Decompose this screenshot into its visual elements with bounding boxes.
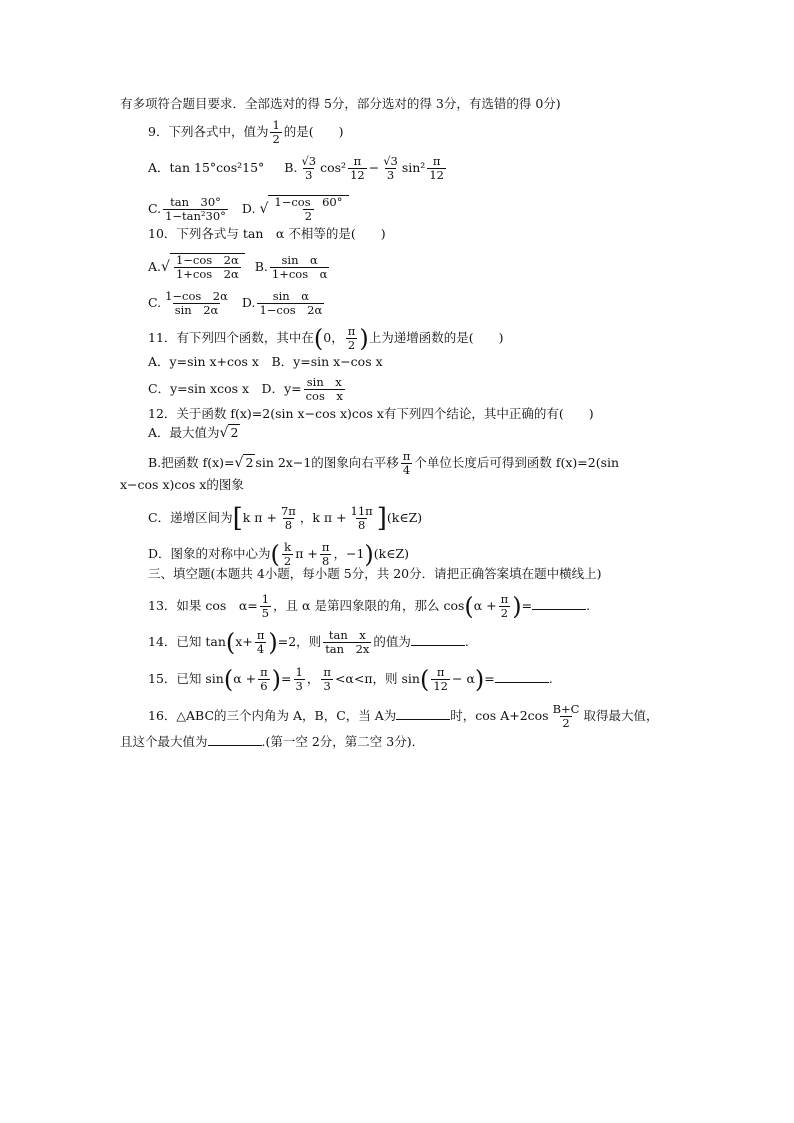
question-11-options-cd: C．y=sin xcos x D．y= $\frac{\text{sin x}}{\text{cos x}}$ bbox=[148, 375, 343, 403]
question-12-option-b-line2: x−cos x)cos x的图象 bbox=[120, 477, 244, 492]
answer-blank[interactable] bbox=[532, 597, 586, 610]
question-9-options-ab bbox=[148, 155, 448, 182]
answer-blank[interactable] bbox=[411, 633, 465, 646]
question-10-stem: 10．下列各式与 tan α 不相等的是( ) bbox=[148, 226, 386, 241]
fraction: $\frac{1}{2}$ bbox=[272, 118, 280, 146]
question-10-options-ab bbox=[148, 253, 331, 281]
question-15: 15．已知 sin(α + $\frac{\pi}{6}$ )= $\frac{1}{3}$ ， $\frac{\pi}{3}$ <α<π，则 sin( $\frac{\pi}{12}$ − α)= . bbox=[148, 665, 553, 694]
question-11-stem: 11．有下列四个函数，其中在(0， $\frac{\pi}{2}$ )上为递增函数的是( ) bbox=[148, 324, 504, 353]
answer-blank[interactable] bbox=[396, 707, 450, 720]
question-12-option-c: C．递增区间为[k π + $\frac{7\pi}{8}$ ，k π + $\frac{11\pi}{8}$ ](k∈Z) bbox=[148, 503, 423, 534]
question-10-options-cd bbox=[148, 290, 326, 317]
option-c: C. $\frac{1-\cos 2\alpha}{\sin 2\alpha}$ bbox=[148, 289, 228, 317]
option-a: A．tan 15°cos²15° bbox=[148, 160, 265, 175]
answer-blank[interactable] bbox=[495, 670, 549, 683]
question-12-option-a: A．最大值为√ 2 bbox=[148, 425, 239, 441]
section-intro: 有多项符合题目要求．全部选对的得 5分，部分选对的得 3分，有选错的得 0分) bbox=[120, 96, 561, 111]
question-12-option-d: D．图象的对称中心为( $\frac{k}{2}$ π + $\frac{\pi}{8}$ ，−1)(k∈Z) bbox=[148, 540, 410, 569]
option-d: D. $\frac{\text{sin α}}{1-\cos 2\alpha}$ bbox=[241, 289, 323, 317]
option-b: B. $\frac{√3}{3}$ cos² $\frac{\pi}{12}$ − $\frac{√3}{3}$ sin² $\frac{\pi}{12}$ bbox=[284, 154, 444, 182]
answer-blank[interactable] bbox=[208, 733, 262, 746]
question-16-line2: 且这个最大值为 .(第一空 2分，第二空 3分)． bbox=[120, 734, 425, 749]
option-c: C. $\frac{\tan 30^\circ}{\text{1−tan²30°}}$ bbox=[148, 195, 226, 223]
section-3-heading: 三、填空题(本题共 4小题，每小题 5分，共 20分．请把正确答案填在题中横线上) bbox=[148, 566, 602, 581]
question-9-options-cd bbox=[148, 195, 349, 223]
question-14: 14．已知 tan(x+ $\frac{\pi}{4}$ )=2，则 $\frac{\text{tan x}}{\tan 2x}$ 的值为 . bbox=[148, 628, 469, 657]
option-a: A.√ $\frac{1-\cos 2\alpha}{1+\cos 2\alpha}$ bbox=[148, 259, 245, 274]
question-11-options-ab: A．y=sin x+cos x B．y=sin x−cos x bbox=[148, 354, 383, 369]
question-12-stem: 12．关于函数 f(x)=2(sin x−cos x)cos x有下列四个结论，其中正确的有( ) bbox=[148, 406, 594, 421]
question-9-stem: 9．下列各式中，值为 $\frac{1}{2}$ 的是( ) bbox=[148, 118, 344, 146]
question-12-option-b-line1: B.把函数 f(x)=√ 2 sin 2x−1的图象向右平移 $\frac{\pi}{4}$ 个单位长度后可得到函数 f(x)=2(sin bbox=[148, 449, 620, 477]
question-16-line1: 16．△ABC的三个内角为 A，B，C，当 A为 时，cos A+2cos $\frac{B+C}{2}$ 取得最大值， bbox=[148, 702, 659, 730]
question-13: 13．如果 cos α= $\frac{1}{5}$ ，且 α 是第四象限的角，那么 cos(α + $\frac{\pi}{2}$ )= . bbox=[148, 592, 591, 621]
option-b: B. $\frac{\text{sin α}}{\text{1+cos α}}$ bbox=[254, 253, 328, 281]
option-d: D. √ $\frac{1-\cos 60^\circ}{2}$ bbox=[242, 201, 349, 216]
